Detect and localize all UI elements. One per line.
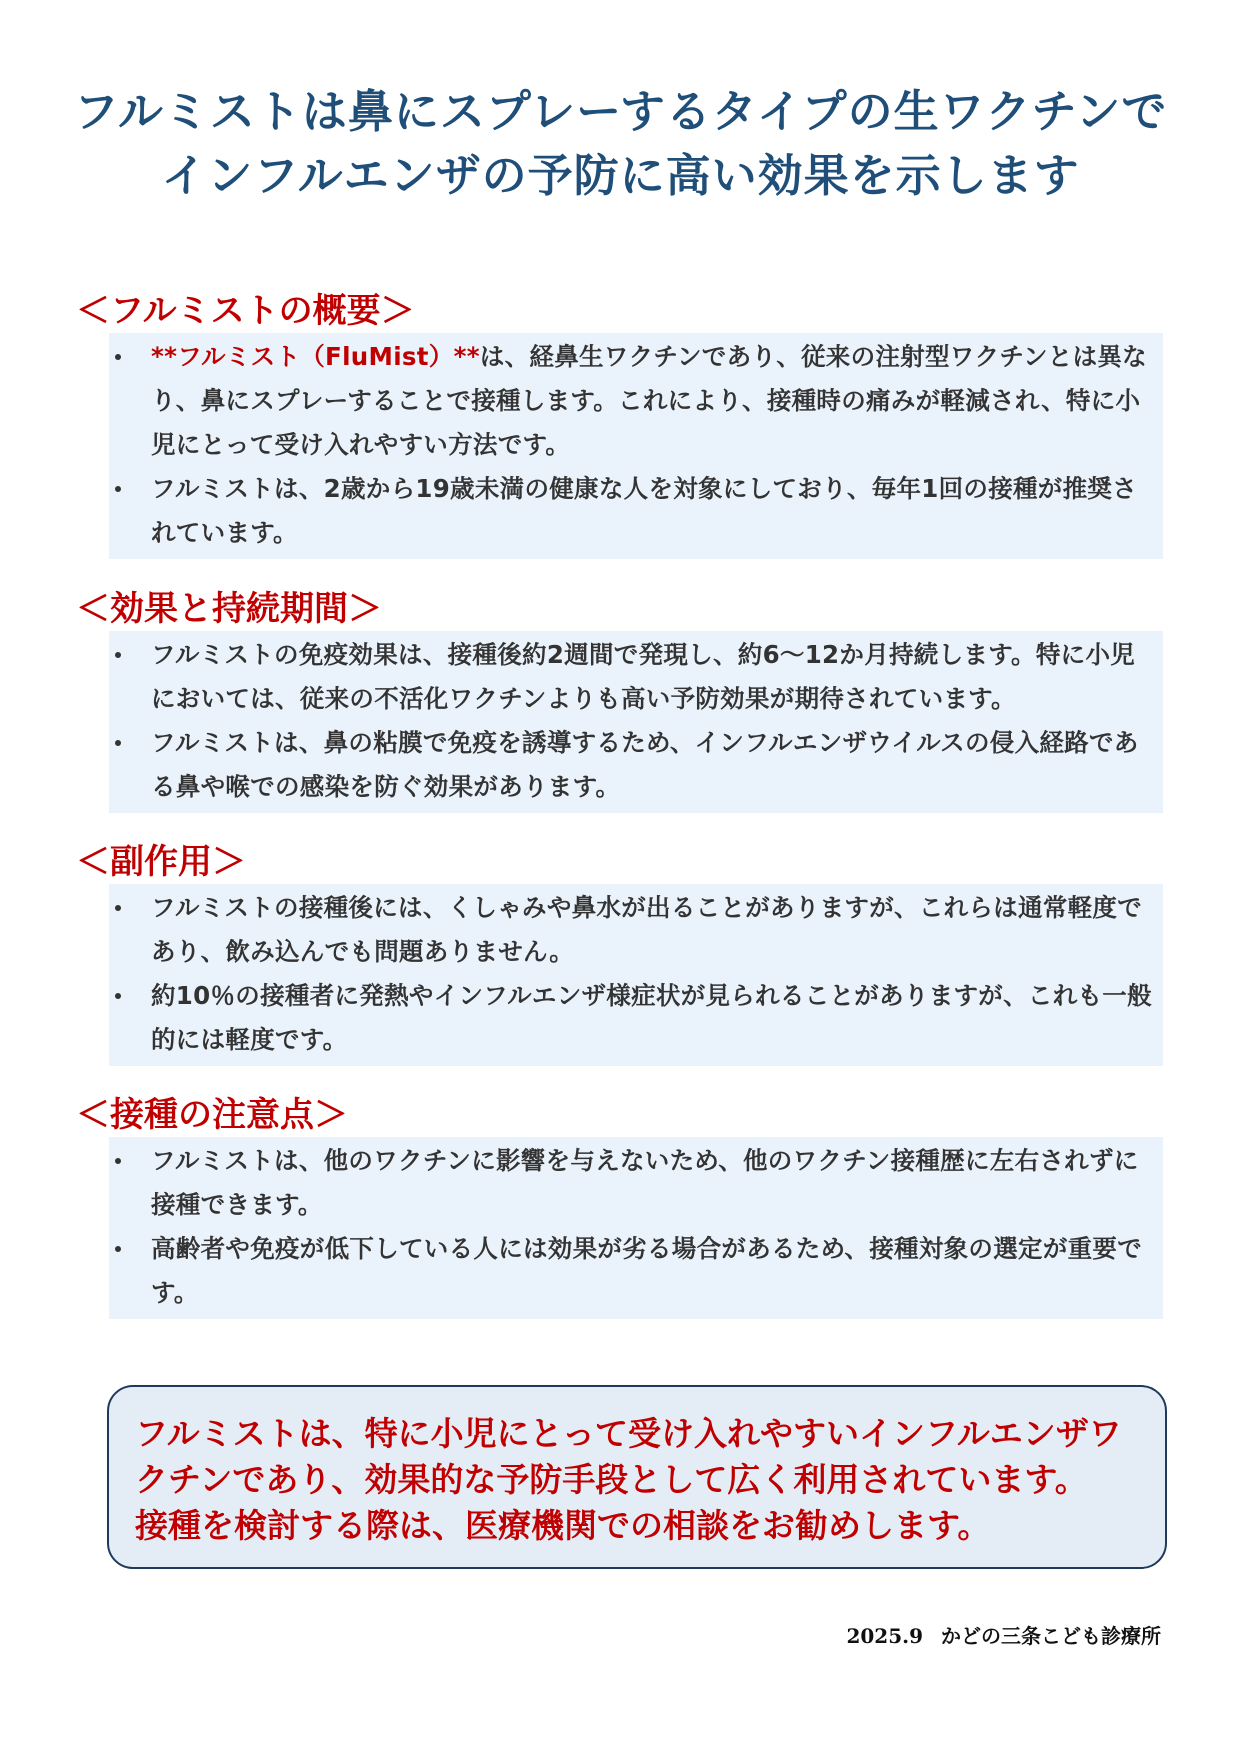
page-title-line-2: インフルエンザの予防に高い効果を示します: [161, 149, 1080, 202]
bullet-dot-icon: [115, 652, 121, 658]
section-efficacy: [76, 587, 1166, 813]
section-heading: ＜効果と持続期間＞: [76, 589, 382, 629]
list-item: [109, 335, 1163, 467]
list-item: [109, 721, 1163, 809]
section-heading: ＜フルミストの概要＞: [76, 291, 415, 331]
list-item: [109, 467, 1163, 555]
list-item-text: フルミストは、鼻の粘膜で免疫を誘導するため、インフルエンザウイルスの侵入経路である鼻や喉での感染を防ぐ効果があります。: [151, 728, 1139, 801]
list-item: [109, 974, 1163, 1062]
footer-clinic-name: かどの三条こども診療所: [941, 1624, 1161, 1648]
list-item: [109, 633, 1163, 721]
list-item: [109, 1139, 1163, 1227]
section-side-effects: [76, 840, 1166, 1066]
section-heading: ＜接種の注意点＞: [76, 1095, 348, 1135]
section-overview: [76, 289, 1166, 559]
list-item-text: 約10％の接種者に発熱やインフルエンザ様症状が見られることがありますが、これも一般的には軽度です。: [151, 981, 1152, 1054]
list-item-text: フルミストは、2歳から19歳未満の健康な人を対象にしており、毎年1回の接種が推奨されています。: [151, 474, 1138, 547]
bullet-dot-icon: [115, 486, 121, 492]
page-title: [60, 80, 1181, 208]
section-body: [109, 631, 1163, 813]
list-item-text: フルミストは、他のワクチンに影響を与えないため、他のワクチン接種歴に左右されずに接種できます。: [151, 1146, 1139, 1219]
section-body: [109, 333, 1163, 559]
summary-line-3: 接種を検討する際は、医療機関での相談をお勧めします。: [135, 1506, 991, 1545]
section-heading: ＜副作用＞: [76, 842, 246, 882]
page-title-line-1: フルミストは鼻にスプレーするタイプの生ワクチンで: [73, 85, 1168, 138]
bullet-dot-icon: [115, 1246, 121, 1252]
section-body: [109, 884, 1163, 1066]
bullet-dot-icon: [115, 993, 121, 999]
list-item: [109, 1227, 1163, 1315]
footer-date: 2025.9: [846, 1624, 923, 1648]
highlight-text: **フルミスト（FluMist）**: [151, 342, 480, 371]
bullet-dot-icon: [115, 354, 121, 360]
list-item: [109, 886, 1163, 974]
list-item-text: 高齢者や免疫が低下している人には効果が劣る場合があるため、接種対象の選定が重要です。: [151, 1234, 1143, 1307]
bullet-dot-icon: [115, 1158, 121, 1164]
section-precautions: [76, 1093, 1166, 1319]
list-item-text: は、経鼻生ワクチンであり、従来の注射型ワクチンとは異なり、鼻にスプレーすることで接種します。これにより、接種時の痛みが軽減され、特に小児にとって受け入れやすい方法です。: [151, 342, 1147, 459]
list-item-text: フルミストの接種後には、くしゃみや鼻水が出ることがありますが、これらは通常軽度であり、飲み込んでも問題ありません。: [151, 893, 1143, 966]
bullet-dot-icon: [115, 740, 121, 746]
section-body: [109, 1137, 1163, 1319]
bullet-dot-icon: [115, 905, 121, 911]
footer: [846, 1622, 1161, 1650]
summary-line-2: クチンであり、効果的な予防手段として広く利用されています。: [135, 1460, 1088, 1499]
summary-callout: [107, 1385, 1167, 1569]
summary-line-1: フルミストは、特に小児にとって受け入れやすいインフルエンザワ: [135, 1414, 1122, 1453]
list-item-text: フルミストの免疫効果は、接種後約2週間で発現し、約6～12か月持続します。特に小児においては、従来の不活化ワクチンよりも高い予防効果が期待されています。: [151, 640, 1136, 713]
